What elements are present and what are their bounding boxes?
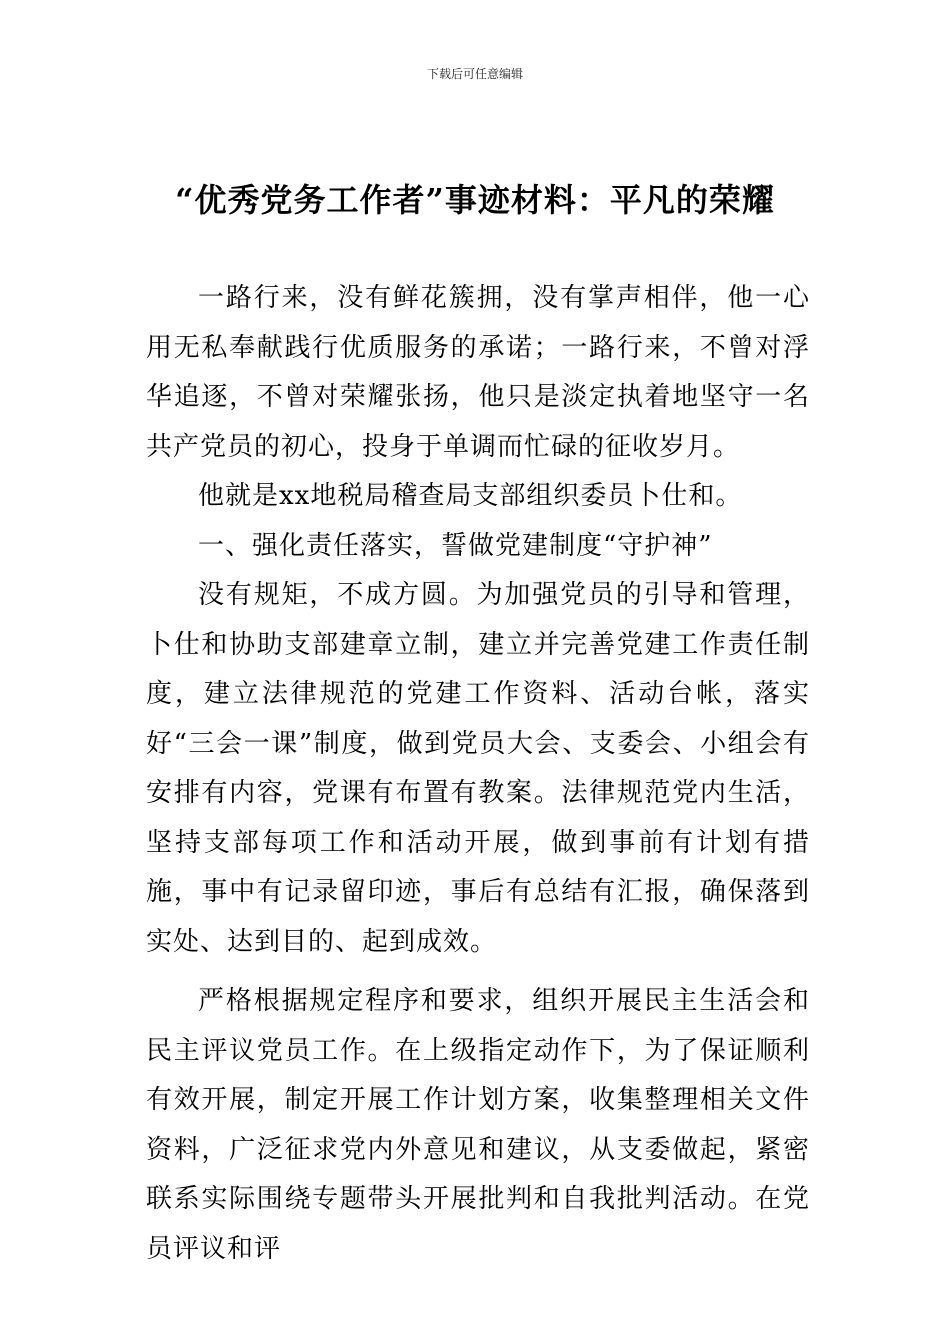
document-body (146, 274, 810, 1274)
page-header-note: 下载后可任意编辑 (426, 67, 523, 81)
document-title: “优秀党务工作者”事迹材料：平凡的荣耀 (175, 181, 775, 219)
body-paragraph: 他就是xx地税局稽查局支部组织委员卜仕和。 (198, 481, 743, 511)
body-paragraph: 严格根据规定程序和要求，组织开展民主生活会和民主评议党员工作。在上级指定动作下，为了保证顺利有效开展，制定开展工作计划方案，收集整理相关文件资料，广泛征求党内外意见和建议，从支委做起，紧密联系实际围绕专题带头开展批判和自我批判活动。在党员评议和评 (146, 986, 810, 1264)
body-paragraph: 没有规矩，不成方圆。为加强党员的引导和管理，卜仕和协助支部建章立制，建立并完善党建工作责任制度，建立法律规范的党建工作资料、活动台帐，落实好“三会一课”制度，做到党员大会、支委会、小组会有安排有内容，党课有布置有教案。法律规范党内生活，坚持支部每项工作和活动开展，做到事前有计划有措施，事中有记录留印迹，事后有总结有汇报，确保落到实处、达到目的、起到成效。 (146, 580, 810, 957)
body-paragraph: 一路行来，没有鲜花簇拥，没有掌声相伴，他一心用无私奉献践行优质服务的承诺；一路行来，不曾对浮华追逐，不曾对荣耀张扬，他只是淡定执着地坚守一名共产党员的初心，投身于单调而忙碌的征收岁月。 (146, 283, 810, 462)
section-heading: 一、强化责任落实，誓做党建制度“守护神” (198, 530, 713, 561)
